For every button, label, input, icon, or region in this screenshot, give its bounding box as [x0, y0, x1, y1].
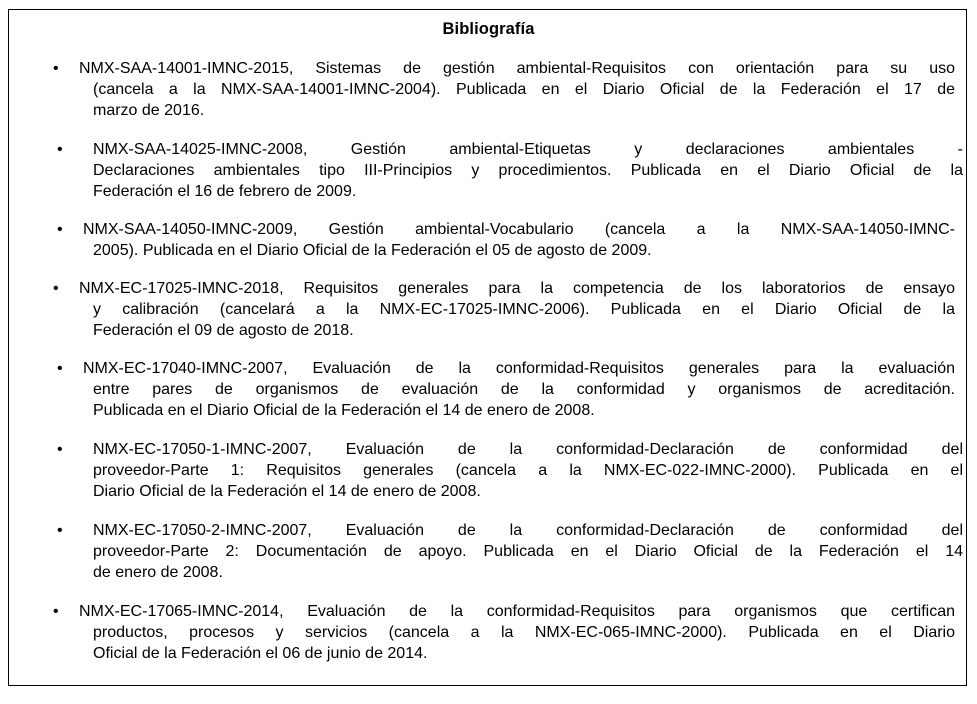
entry-line: NMX-EC-17065-IMNC-2014, Evaluación de la conformidad-Requisitos para organismos que certifican: [79, 603, 955, 620]
entry-line: Federación el 09 de agosto de 2018.: [93, 322, 354, 339]
entry-line: entre pares de organismos de evaluación de la conformidad y organismos de acreditación.: [93, 381, 955, 398]
bullet: •: [57, 141, 63, 158]
entry-line: proveedor-Parte 1: Requisitos generales (cancela a la NMX-EC-022-IMNC-2000). Publicada en el: [93, 462, 963, 479]
entry-line: 2005). Publicada en el Diario Oficial de la Federación el 05 de agosto de 2009.: [93, 242, 652, 259]
bullet: •: [57, 360, 63, 377]
entry-line: proveedor-Parte 2: Documentación de apoyo. Publicada en el Diario Oficial de la Federación el 14: [93, 543, 963, 560]
entry-line: productos, procesos y servicios (cancela a la NMX-EC-065-IMNC-2000). Publicada en el Diario: [93, 624, 955, 641]
entry-line: de enero de 2008.: [93, 564, 223, 581]
bibliography-box: [8, 9, 967, 686]
entry-line: NMX-EC-17025-IMNC-2018, Requisitos generales para la competencia de los laboratorios de ensayo: [79, 280, 955, 297]
entry-line: NMX-EC-17050-2-IMNC-2007, Evaluación de la conformidad-Declaración de conformidad del: [93, 522, 963, 539]
entry-line: (cancela a la NMX-SAA-14001-IMNC-2004). Publicada en el Diario Oficial de la Federación el 17 de: [93, 81, 955, 98]
entry-line: NMX-SAA-14050-IMNC-2009, Gestión ambiental-Vocabulario (cancela a la NMX-SAA-14050-IMNC-: [83, 221, 955, 238]
bullet: •: [53, 60, 59, 77]
entry-line: marzo de 2016.: [93, 102, 205, 119]
entry-line: Oficial de la Federación el 06 de junio de 2014.: [93, 645, 428, 662]
bullet: •: [57, 441, 63, 458]
entry-line: NMX-EC-17050-1-IMNC-2007, Evaluación de la conformidad-Declaración de conformidad del: [93, 441, 963, 458]
bullet: •: [57, 522, 63, 539]
bibliography-title: Bibliografía: [442, 20, 535, 38]
bullet: •: [57, 221, 63, 238]
bullet: •: [53, 280, 59, 297]
entry-line: Declaraciones ambientales tipo III-Principios y procedimientos. Publicada en el Diario Oficial de la: [93, 162, 963, 179]
bullet: •: [53, 603, 59, 620]
entry-line: Federación el 16 de febrero de 2009.: [93, 183, 357, 200]
entry-line: NMX-SAA-14025-IMNC-2008, Gestión ambiental-Etiquetas y declaraciones ambientales -: [93, 141, 963, 158]
entry-line: y calibración (cancelará a la NMX-EC-17025-IMNC-2006). Publicada en el Diario Oficial de la: [93, 301, 955, 318]
entry-line: NMX-EC-17040-IMNC-2007, Evaluación de la conformidad-Requisitos generales para la evaluación: [83, 360, 955, 377]
entry-line: Publicada en el Diario Oficial de la Federación el 14 de enero de 2008.: [93, 402, 595, 419]
entry-line: Diario Oficial de la Federación el 14 de enero de 2008.: [93, 483, 481, 500]
entry-line: NMX-SAA-14001-IMNC-2015, Sistemas de gestión ambiental-Requisitos con orientación para su uso: [79, 60, 955, 77]
